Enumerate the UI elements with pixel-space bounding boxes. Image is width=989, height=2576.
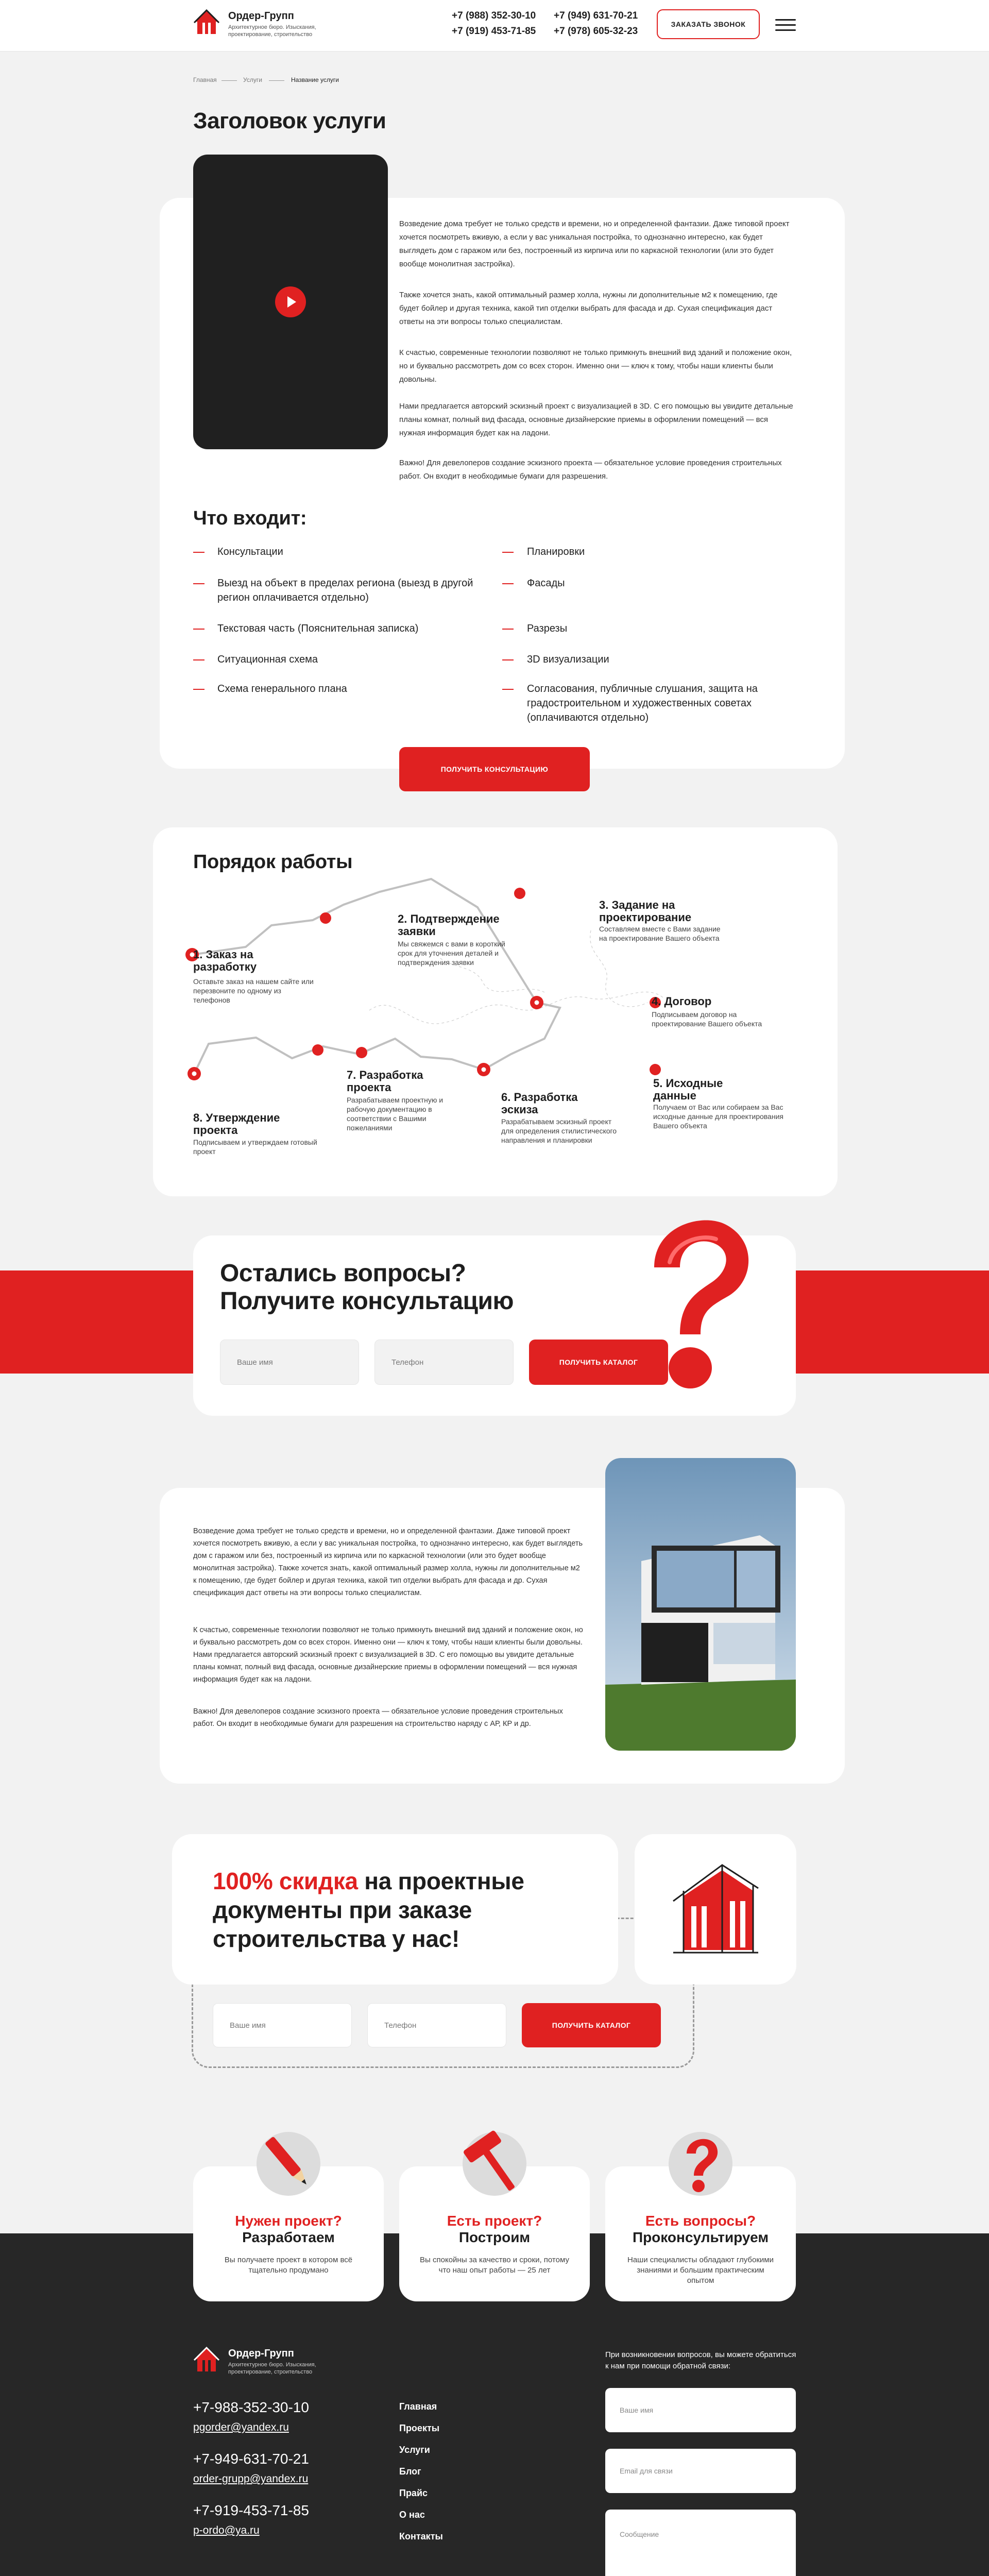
footer-email-2[interactable]: order-grupp@yandex.ru [193, 2473, 309, 2485]
list-dash [193, 583, 204, 584]
discount-icon-card [635, 1834, 796, 1985]
pencil-icon [255, 2130, 322, 2197]
intro-paragraph-4: Нами предлагается авторский эскизный проект с визуализацией в 3D. С его помощью вы увидите детальные планы комнат, полный вид фасада, основные дизайнерские приемы в оформлении помещений — вся нужная информация будет как на ладони. [399, 402, 793, 437]
feature-subtitle: Построим [458, 2229, 531, 2245]
step-7-desc: Разрабатываем проектную и рабочую документацию в соответствии с Вашими пожеланиями [347, 1096, 444, 1132]
intro-paragraph-2: Также хочется знать, какой оптимальный размер холла, нужны ли дополнительные м2 к помещению, где будет бойлер и другая техника, какой тип отделки выбрать для фасада и др. Сухая спецификация даст ответы на эти вопросы только специалистам. [399, 291, 778, 326]
feature-subtitle: Разработаем [242, 2229, 335, 2245]
footer-logo-icon[interactable] [193, 2347, 220, 2374]
discount-phone-input[interactable]: Телефон [367, 2003, 506, 2047]
includes-title: Что входит: [193, 507, 307, 529]
header-phone-2[interactable]: +7 (949) 631-70-21 [554, 10, 638, 21]
step-1-desc: Оставьте заказ на нашем сайте или перезвоните по одному из телефонов [193, 977, 314, 1004]
breadcrumb-separator [269, 80, 284, 81]
step-6-desc: Разрабатываем эскизный проект для определения стилистического направления и планировки [501, 1117, 617, 1144]
include-item: Планировки [527, 546, 585, 557]
list-dash [502, 552, 514, 553]
footer-nav-about[interactable]: О нас [399, 2510, 425, 2520]
logo-title[interactable]: Ордер-Групп [228, 10, 294, 22]
step-8-title: 8. Утверждение проекта [193, 1111, 280, 1137]
include-item: Схема генерального плана [217, 683, 347, 694]
question-icon [667, 2130, 734, 2197]
step-1-title: 1. Заказ на разработку [193, 948, 257, 973]
feature-title: Нужен проект? [235, 2213, 342, 2229]
breadcrumb-home[interactable]: Главная [193, 76, 217, 83]
step-3-desc: Составляем вместе с Вами задание на проектирование Вашего объекта [599, 925, 721, 942]
list-dash [502, 689, 514, 690]
callback-button[interactable]: ЗАКАЗАТЬ ЗВОНОК [657, 9, 760, 39]
include-item: 3D визуализации [527, 654, 609, 665]
questions-title [220, 1260, 514, 1315]
list-dash [193, 689, 204, 690]
about-paragraph-2: К счастью, современные технологии позволяют не только примкнуть внешний вид зданий и положение окон, но и буквально рассмотреть дом со всех сторон. Именно они — ключ к тому, чтобы наши клиенты были довольны. Нами предлагается авторский эскизный проект с визуализацией в 3D. С его помощью вы увидите детальные планы комнат, полный вид фасада, основные дизайнерские приемы в оформлении помещений — вся нужная информация будет как на ладони. [193, 1626, 583, 1684]
intro-paragraph-3: К счастью, современные технологии позволяют не только примкнуть внешний вид зданий и положение окон, но и буквально рассмотреть дом со всех сторон. Именно они — ключ к тому, чтобы наши клиенты были довольны. [399, 348, 792, 384]
discount-rest: на проектные документы при заказе строительства у нас! [213, 1868, 524, 1952]
footer-email-1[interactable]: pgorder@yandex.ru [193, 2421, 289, 2433]
questions-title-line-1: Остались вопросы? [220, 1260, 466, 1287]
intro-paragraph-1: Возведение дома требует не только средств и времени, но и определенной фантазии. Даже типовой проект хочется посмотреть вживую, а если у вас уникальная постройка, то однозначно интересно, как будет выглядеть дом с гаражом или без, построенный из кирпича или по каркасной технологии (или это будет вообще монолитная застройка). [399, 219, 790, 268]
questions-title-line-2: Получите консультацию [220, 1287, 514, 1315]
feature-desc: Вы спокойны за качество и сроки, потому что наш опыт работы — 25 лет [420, 2256, 569, 2275]
step-7-title: 7. Разработка проекта [347, 1069, 423, 1094]
list-dash [502, 629, 514, 630]
page-title: Заголовок услуги [193, 108, 386, 133]
step-4-title: 4. Договор [652, 995, 712, 1008]
menu-burger-icon[interactable] [775, 19, 796, 31]
about-paragraph-1: Возведение дома требует не только средств и времени, но и определенной фантазии. Даже типовой проект хочется посмотреть вживую, а если у вас уникальная постройка, то однозначно интересно, как будет выглядеть дом с гаражом или без, построенный из кирпича или по каркасной технологии (или это будет вообще монолитная застройка). Также хочется знать, какой оптимальный размер холла, нужны ли дополнительные м2 к помещению, где будет бойлер и другая техника, какой тип отделки выбрать для фасада и др. Сухая спецификация даст ответы на эти вопросы только специалистам. [193, 1527, 583, 1597]
list-dash [502, 583, 514, 584]
breadcrumb-services[interactable]: Услуги [243, 76, 262, 83]
discount-name-input[interactable]: Ваше имя [213, 2003, 352, 2047]
about-paragraph-3: Важно! Для девелоперов создание эскизного проекта — обязательное условие проведения строительных работ. Он входит в необходимые бумаги для разрешения на строительство наряду с АР, КР и др. [193, 1707, 563, 1728]
include-item: Консультации [217, 546, 283, 557]
discount-highlight: 100% скидка [213, 1868, 358, 1894]
logo-subtitle: Архитектурное бюро. Изыскания, проектирование, строительство [228, 24, 316, 38]
get-consultation-button[interactable]: ПОЛУЧИТЬ КОНСУЛЬТАЦИЮ [399, 747, 590, 791]
header-phone-3[interactable]: +7 (919) 453-71-85 [452, 26, 536, 37]
include-item: Фасады [527, 578, 565, 589]
questions-phone-input[interactable]: Телефон [374, 1340, 514, 1385]
step-4-desc: Подписываем договор на проектирование Вашего объекта [652, 1010, 762, 1028]
header-phone-4[interactable]: +7 (978) 605-32-23 [554, 26, 638, 37]
list-dash [193, 659, 204, 660]
step-8-desc: Подписываем и утверждаем готовый проект [193, 1138, 317, 1156]
include-item: Выезд на объект в пределах региона (выезд в другой регион оплачивается отдельно) [217, 578, 473, 603]
breadcrumb-current: Название услуги [291, 76, 339, 83]
hammer-icon [461, 2130, 528, 2197]
footer-logo-title[interactable]: Ордер-Групп [228, 2348, 294, 2359]
feature-desc: Наши специалисты обладают глубокими знаниями и большим практическим опытом [627, 2256, 774, 2285]
footer-nav-price[interactable]: Прайс [399, 2488, 428, 2498]
discount-submit-button[interactable]: ПОЛУЧИТЬ КАТАЛОГ [522, 2003, 661, 2047]
building-sketch-icon [671, 1860, 761, 1958]
list-dash [193, 552, 204, 553]
list-dash [502, 659, 514, 660]
step-2-desc: Мы свяжемся с вами в короткий срок для уточнения деталей и подтверждения заявки [398, 940, 505, 967]
logo-house-icon[interactable] [193, 9, 220, 36]
list-dash [193, 629, 204, 630]
step-3-title: 3. Задание на проектирование [599, 899, 692, 924]
play-icon[interactable] [275, 286, 306, 317]
house-photo [605, 1458, 796, 1751]
intro-paragraph-5: Важно! Для девелоперов создание эскизного проекта — обязательное условие проведения строительных работ. Он входит в необходимые бумаги для разрешения. [399, 459, 782, 481]
step-2-title: 2. Подтверждение заявки [398, 912, 500, 938]
footer-message-textarea[interactable]: Сообщение [605, 2510, 796, 2576]
footer-nav-projects[interactable]: Проекты [399, 2423, 440, 2433]
step-6-title: 6. Разработка эскиза [501, 1091, 578, 1116]
discount-title [213, 1867, 604, 1953]
footer-nav-home[interactable]: Главная [399, 2401, 437, 2412]
feature-desc: Вы получаете проект в котором всё тщательно продумано [224, 2256, 353, 2275]
question-mark-icon [639, 1211, 762, 1401]
header-phone-1[interactable]: +7 (988) 352-30-10 [452, 10, 536, 21]
breadcrumb-separator [221, 80, 237, 81]
include-item: Текстовая часть (Пояснительная записка) [217, 623, 419, 634]
site-header [0, 0, 989, 52]
footer-form-note: При возникновении вопросов, вы можете обратиться к нам при помощи обратной связи: [605, 2350, 796, 2370]
questions-submit-button[interactable]: ПОЛУЧИТЬ КАТАЛОГ [529, 1340, 668, 1385]
process-title: Порядок работы [193, 851, 353, 873]
questions-name-input[interactable]: Ваше имя [220, 1340, 359, 1385]
footer-email-3[interactable]: p-ordo@ya.ru [193, 2524, 260, 2536]
footer-phone-2[interactable]: +7-949-631-70-21 [193, 2451, 309, 2467]
include-item: Ситуационная схема [217, 654, 318, 665]
include-item: Согласования, публичные слушания, защита на градостроительном и художественных советах (оплачиваются отдельно) [527, 683, 758, 723]
footer-nav-blog[interactable]: Блог [399, 2466, 421, 2477]
include-item: Разрезы [527, 623, 568, 634]
footer-email-input[interactable]: Email для связи [605, 2449, 796, 2493]
footer-name-input[interactable]: Ваше имя [605, 2388, 796, 2432]
feature-title: Есть проект? [447, 2213, 542, 2229]
footer-phone-3[interactable]: +7-919-453-71-85 [193, 2502, 309, 2518]
footer-nav-services[interactable]: Услуги [399, 2445, 430, 2455]
video-player[interactable] [193, 155, 388, 449]
footer-logo-subtitle: Архитектурное бюро. Изыскания, проектирование, строительство [228, 2362, 316, 2375]
footer-nav-contacts[interactable]: Контакты [399, 2531, 443, 2541]
feature-title: Есть вопросы? [645, 2213, 756, 2229]
footer-phone-1[interactable]: +7-988-352-30-10 [193, 2399, 309, 2415]
feature-subtitle: Проконсультируем [632, 2229, 769, 2245]
step-5-desc: Получаем от Вас или собираем за Вас исходные данные для проектирования Вашего объекта [653, 1103, 783, 1130]
step-5-title: 5. Исходные данные [653, 1077, 723, 1102]
